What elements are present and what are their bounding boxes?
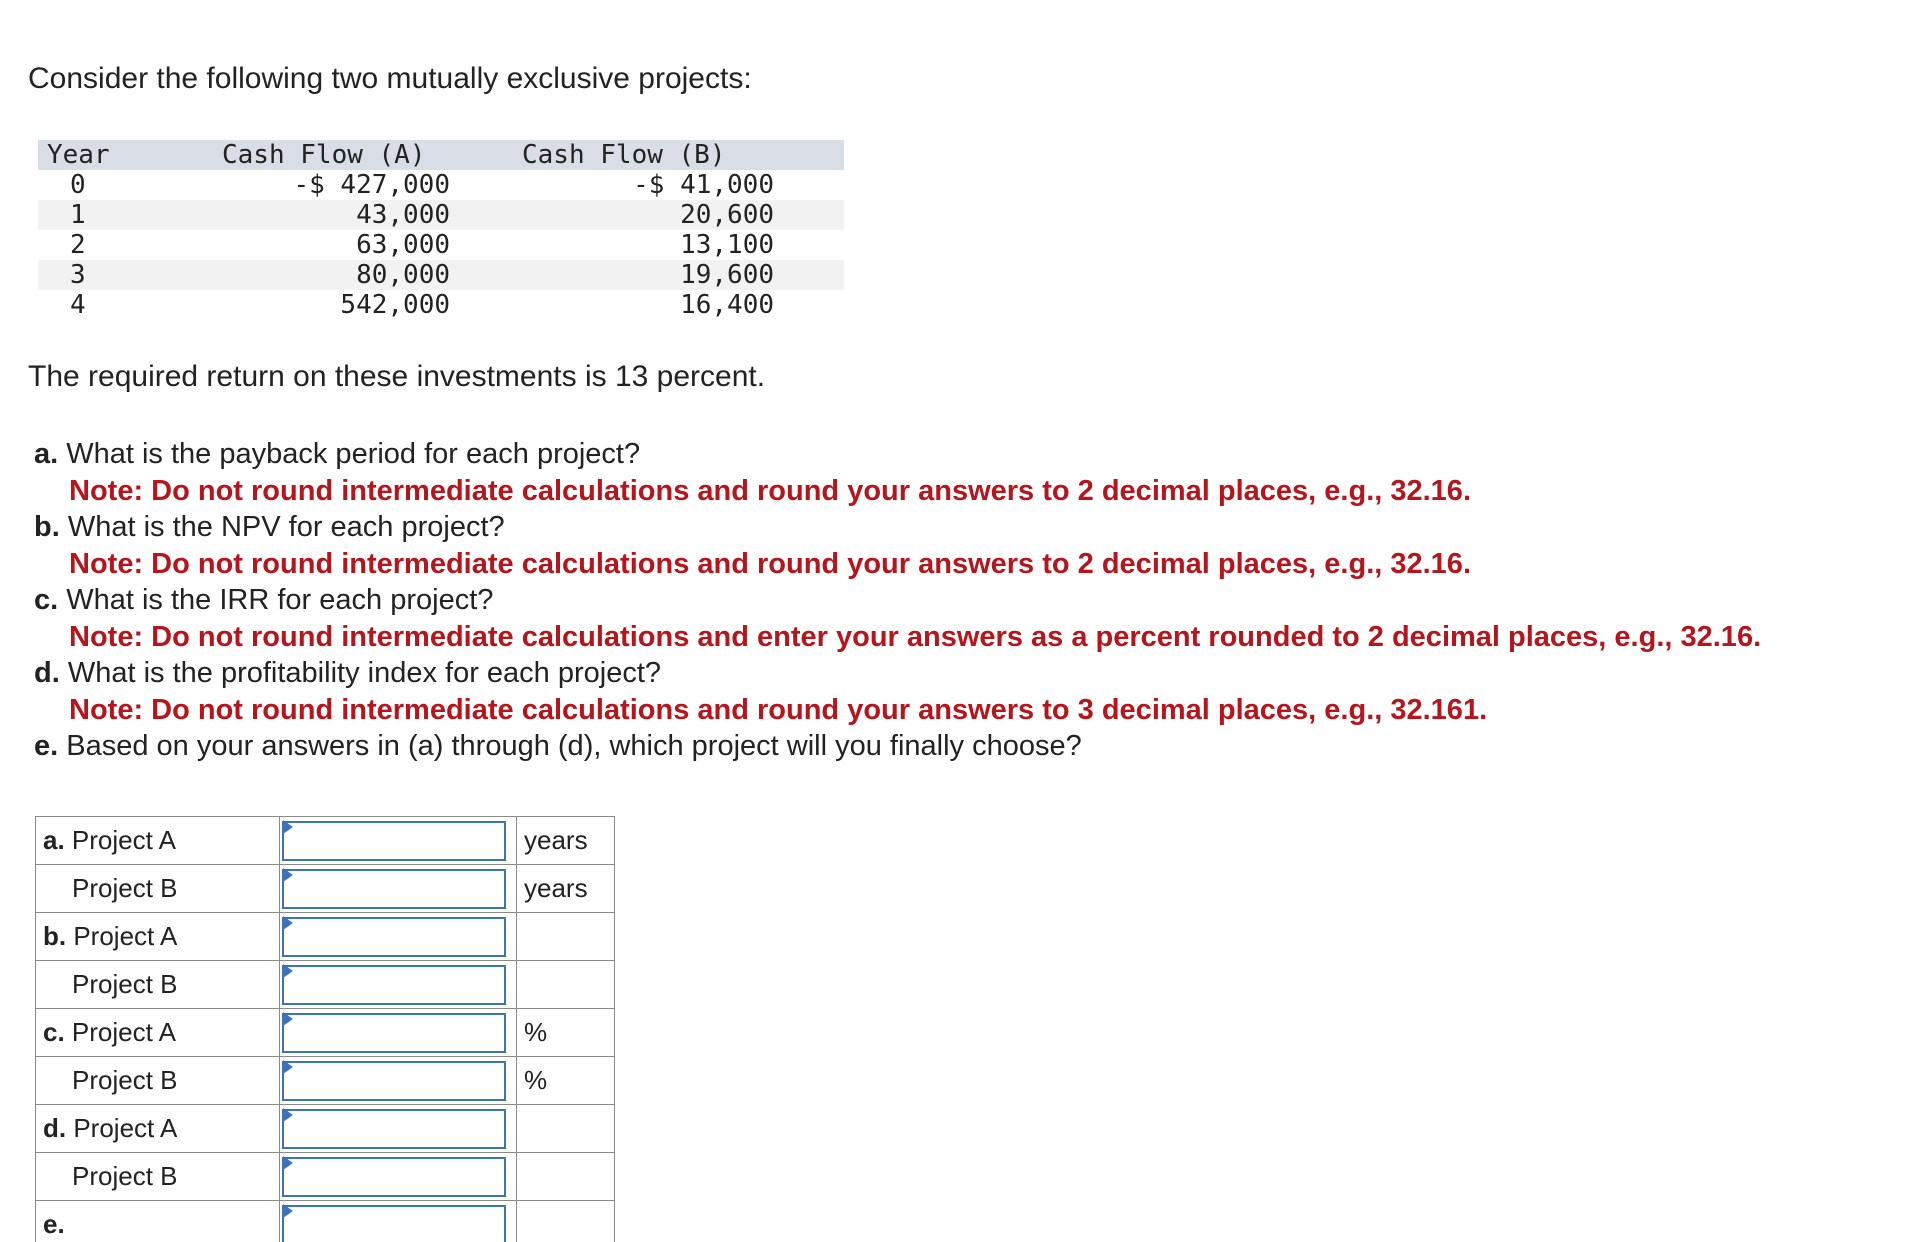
answer-row-d-project-b: [36, 1153, 615, 1201]
year-cell: 4: [70, 290, 86, 320]
table-row: [38, 200, 844, 230]
cash-flow-a-cell: -$ 427,000: [293, 170, 450, 200]
answer-row-e: [36, 1201, 615, 1242]
flag-icon: [283, 868, 293, 882]
cash-flow-b-cell: -$ 41,000: [633, 170, 774, 200]
question-c: [34, 582, 1761, 655]
cash-flow-header-row: [38, 140, 844, 170]
unit-label: [517, 1153, 615, 1201]
intro-text: Consider the following two mutually exclusive projects:: [28, 62, 752, 95]
answer-letter: c.: [43, 1017, 65, 1047]
cash-flow-a-cell: 80,000: [152, 260, 450, 290]
flag-icon: [283, 1204, 293, 1218]
question-letter: c.: [34, 584, 59, 616]
cash-flow-a-cell: 63,000: [356, 230, 450, 260]
year-cell: 3: [38, 260, 152, 290]
project-choice-select[interactable]: [282, 1205, 506, 1242]
pi-project-a-input[interactable]: [282, 1109, 506, 1149]
answer-label-text: Project B: [72, 1065, 178, 1095]
answer-row-b-project-a: [36, 913, 615, 961]
answer-row-c-project-a: [36, 1009, 615, 1057]
question-e: [34, 728, 1761, 765]
answer-label: [36, 1057, 280, 1105]
answer-row-c-project-b: [36, 1057, 615, 1105]
flag-icon: [283, 1156, 293, 1170]
flag-icon: [283, 820, 293, 834]
answer-label: [36, 1201, 280, 1242]
answer-letter: b.: [43, 921, 67, 951]
table-row: [38, 170, 844, 200]
unit-label: [517, 1105, 615, 1153]
question-text: Based on your answers in (a) through (d), which project will you finally choose?: [66, 730, 1082, 762]
payback-project-a-input[interactable]: [282, 821, 506, 861]
question-note: Note: Do not round intermediate calculations and enter your answers as a percent rounded to 2 decimal places, e.g., 32.16.: [69, 620, 1762, 653]
answer-label-text: Project A: [71, 825, 176, 855]
question-text: What is the payback period for each project?: [66, 438, 641, 470]
table-row: [38, 230, 844, 260]
unit-label: years: [517, 817, 615, 865]
irr-project-a-input[interactable]: [282, 1013, 506, 1053]
flag-icon: [283, 1012, 293, 1026]
question-letter: b.: [34, 511, 60, 543]
answer-row-a-project-a: [36, 817, 615, 865]
cash-flow-b-cell: 13,100: [680, 230, 774, 260]
irr-project-b-input[interactable]: [282, 1061, 506, 1101]
question-note: Note: Do not round intermediate calculations and round your answers to 2 decimal places, e.g., 32.16.: [69, 474, 1471, 507]
year-cell: 0: [70, 170, 86, 200]
answer-letter: d.: [43, 1113, 67, 1143]
answer-input-cell: [280, 1201, 517, 1242]
answer-label-text: Project A: [73, 1113, 178, 1143]
answer-row-a-project-b: [36, 865, 615, 913]
question-d: [34, 655, 1761, 728]
table-row: [38, 260, 844, 290]
unit-label: years: [517, 865, 615, 913]
answer-input-cell: [280, 865, 517, 913]
answer-table: [35, 816, 615, 1242]
question-note: Note: Do not round intermediate calculations and round your answers to 2 decimal places, e.g., 32.16.: [69, 547, 1471, 580]
npv-project-a-input[interactable]: [282, 917, 506, 957]
answer-row-d-project-a: [36, 1105, 615, 1153]
flag-icon: [283, 916, 293, 930]
cash-flow-b-cell: 19,600: [450, 260, 844, 290]
answer-input-cell: [280, 1057, 517, 1105]
question-letter: e.: [34, 730, 59, 762]
answer-row-b-project-b: [36, 961, 615, 1009]
answer-label: [36, 961, 280, 1009]
answer-label-text: Project B: [72, 1161, 178, 1191]
year-cell: 1: [38, 200, 152, 230]
unit-label: %: [517, 1057, 615, 1105]
answer-label-text: Project A: [73, 921, 178, 951]
answer-input-cell: [280, 913, 517, 961]
question-text: What is the NPV for each project?: [67, 511, 505, 543]
question-b: [34, 509, 1761, 582]
pi-project-b-input[interactable]: [282, 1157, 506, 1197]
cash-flow-a-cell: 43,000: [152, 200, 450, 230]
unit-label: [517, 1201, 615, 1242]
cash-flow-a-cell: 542,000: [340, 290, 450, 320]
answer-input-cell: [280, 1009, 517, 1057]
answer-label: [36, 1153, 280, 1201]
question-letter: a.: [34, 438, 59, 470]
answer-input-cell: [280, 1105, 517, 1153]
cash-flow-table: [38, 140, 844, 320]
answer-label-text: Project B: [72, 873, 178, 903]
question-note: Note: Do not round intermediate calculations and round your answers to 3 decimal places, e.g., 32.161.: [69, 693, 1488, 726]
required-return-text: The required return on these investments is 13 percent.: [28, 360, 766, 393]
question-letter: d.: [34, 657, 60, 689]
table-row: [38, 290, 844, 320]
cash-flow-b-cell: 20,600: [450, 200, 844, 230]
answer-letter: a.: [43, 825, 65, 855]
answer-input-cell: [280, 961, 517, 1009]
header-year: Year: [38, 140, 152, 170]
answer-label-text: Project B: [72, 969, 178, 999]
unit-label: [517, 913, 615, 961]
answer-label: [36, 865, 280, 913]
flag-icon: [283, 1060, 293, 1074]
header-cash-flow-a: Cash Flow (A): [152, 140, 450, 170]
answer-letter: e.: [43, 1209, 65, 1239]
answer-label: [36, 817, 280, 865]
answer-input-cell: [280, 817, 517, 865]
flag-icon: [283, 964, 293, 978]
question-list: [34, 436, 1761, 765]
question-text: What is the profitability index for each project?: [67, 657, 662, 689]
answer-label: [36, 913, 280, 961]
cash-flow-b-cell: 16,400: [680, 290, 774, 320]
answer-label: [36, 1105, 280, 1153]
unit-label: %: [517, 1009, 615, 1057]
question-a: [34, 436, 1761, 509]
payback-project-b-input[interactable]: [282, 869, 506, 909]
header-cash-flow-b: Cash Flow (B): [450, 140, 844, 170]
answer-label: [36, 1009, 280, 1057]
question-text: What is the IRR for each project?: [66, 584, 494, 616]
npv-project-b-input[interactable]: [282, 965, 506, 1005]
year-cell: 2: [70, 230, 86, 260]
flag-icon: [283, 1108, 293, 1122]
answer-label-text: Project A: [71, 1017, 176, 1047]
unit-label: [517, 961, 615, 1009]
answer-input-cell: [280, 1153, 517, 1201]
